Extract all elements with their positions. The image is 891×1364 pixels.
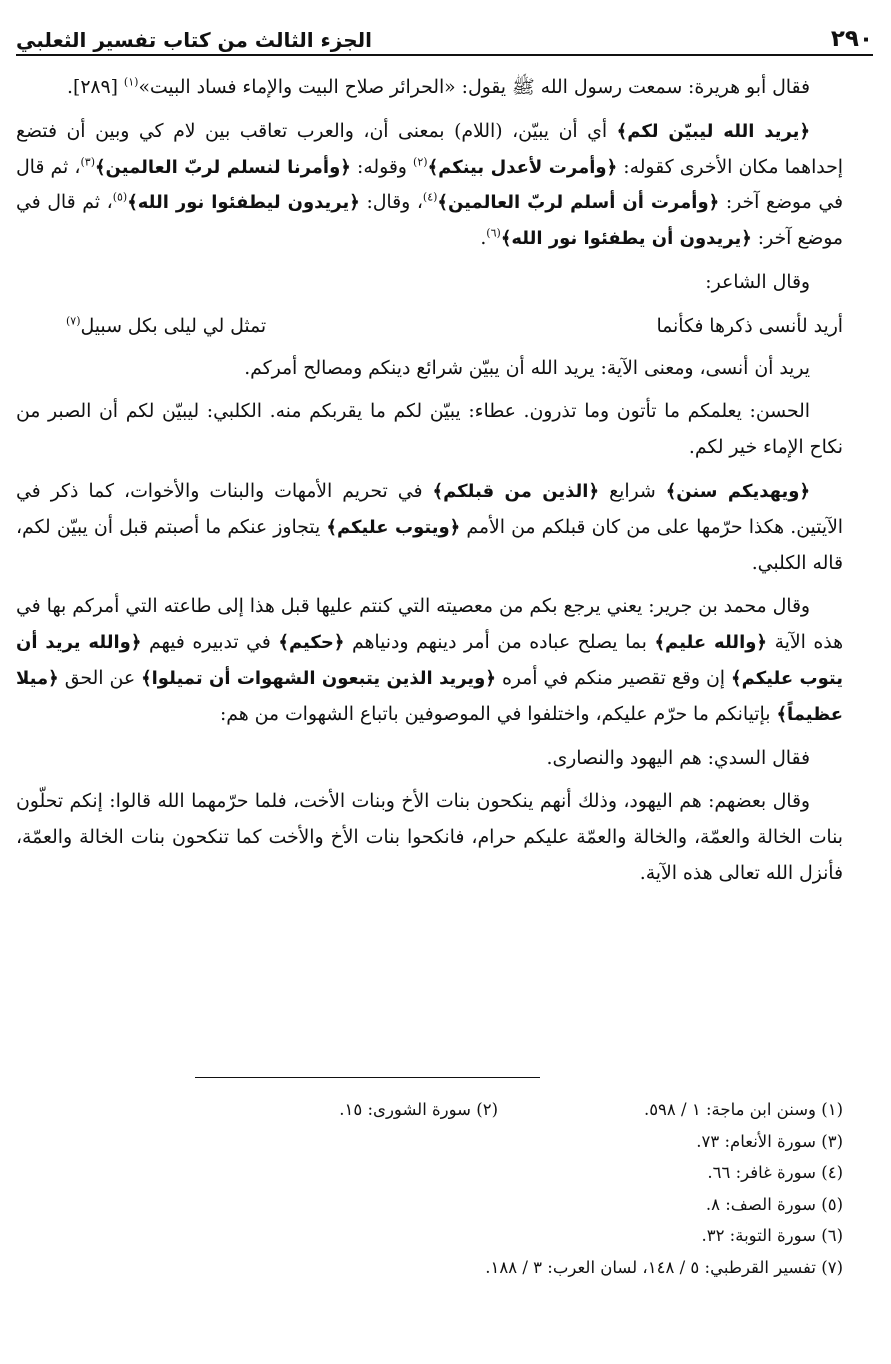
footnote-rule (195, 1077, 540, 1078)
text-span: شرايع (599, 480, 666, 502)
paragraph-5: الحسن: يعلمكم ما تأتون وما تذرون. عطاء: يبيّن لكم ما يقربكم منه. الكلبي: ليبيّن لكم أن الصبر من نكاح الإماء خير لكم. (16, 401, 843, 459)
poem-hemistich-2 (66, 309, 266, 345)
paragraph-3: وقال الشاعر: (705, 271, 810, 293)
quran-quote: ﴿والله يريد أن يتوب عليكم﴾ (16, 632, 843, 689)
paragraph-2 (16, 114, 843, 257)
quran-quote: ﴿يريدون أن يطفئوا نور الله﴾ (500, 228, 752, 250)
footnote-7: (٧) تفسير القرطبي: ٥ / ١٤٨، لسان العرب: ٣ / ١٨٨. (485, 1257, 843, 1277)
text-span: في تدبيره فيهم (141, 632, 279, 654)
main-text (16, 70, 843, 900)
paragraph-1 (16, 70, 843, 106)
text-span: وقال محمد بن جرير: يعني يرجع بكم من معصيته التي كنتم عليها قبل هذا إلى طاعته التي أمركم بها في هذه الآية (16, 596, 844, 654)
quran-quote: ﴿الذين من قبلكم﴾ (432, 480, 600, 502)
text-span: [٢٨٩]. (67, 77, 124, 98)
paragraph-7 (16, 589, 843, 732)
quran-quote: ﴿وأمرنا لنسلم لربّ العالمين﴾ (94, 156, 351, 178)
quran-quote: ﴿ويتوب عليكم﴾ (326, 516, 461, 538)
paragraph-8: فقال السدي: هم اليهود والنصارى. (546, 747, 810, 769)
footnote-2: (٢) سورة الشورى: ١٥. (339, 1100, 498, 1119)
poem-hemistich-1: أريد لأنسى ذكرها فكأنما (656, 315, 843, 337)
text-span: وقوله: (350, 156, 414, 178)
footnote-ref: (٤) (422, 191, 438, 205)
footnote-1: (١) وسنن ابن ماجة: ١ / ٥٩٨. (643, 1100, 843, 1119)
footnote-ref: (٥) (112, 191, 128, 205)
text-span: إن وقع تقصير منكم في أمره (495, 667, 732, 689)
quran-quote: ﴿وأمرت أن أسلم لربّ العالمين﴾ (437, 192, 720, 214)
text-span: ، وقال: (359, 192, 423, 214)
running-header (16, 14, 873, 52)
footnotes (16, 1094, 843, 1283)
quran-quote: ﴿حكيم﴾ (278, 632, 345, 654)
poem-verse (16, 309, 843, 345)
paragraph-4: يريد أن أنسى، ومعنى الآية: يريد الله أن يبيّن شرائع دينكم ومصالح أمركم. (244, 357, 810, 379)
quran-quote: ﴿ميلا عظيماً﴾ (16, 667, 843, 725)
quran-quote: ﴿وأمرت لأعدل بينكم﴾ (427, 156, 618, 178)
text-span: ، ثم قال في موضع آخر: (16, 156, 843, 214)
quran-quote: ﴿ويريد الذين يتبعون الشهوات أن تميلوا﴾ (141, 667, 496, 689)
footnote-ref: (٦) (486, 226, 501, 240)
footnote-6: (٦) سورة التوبة: ٣٢. (701, 1226, 843, 1245)
footnote-row (16, 1094, 843, 1126)
paragraph-6 (16, 474, 843, 581)
text-span: في تحريم الأمهات والبنات والأخوات، كما ذكر في الآيتين. هكذا حرّمها على من كان قبلكم من الأمم (16, 480, 844, 538)
text-span: ، ثم قال في موضع آخر: (16, 192, 843, 250)
quran-quote: ﴿ويهديكم سنن﴾ (665, 480, 810, 502)
text-span: بما يصلح عباده من أمر دينهم ودنياهم (344, 632, 655, 654)
paragraph-9: وقال بعضهم: هم اليهود، وذلك أنهم ينكحون بنات الأخ وبنات الأخت، فلما حرّمهما الله قالوا: إنكم تحلّون بنات الخالة والعمّة، والخالة والعمّة عليكم حرام، فانكحوا بنات الأخ والأخت كما تنكحون بنات الخالة والعمّة، فأنزل الله تعالى هذه الآية. (16, 791, 843, 884)
running-title: الجزء الثالث من كتاب تفسير الثعلبي (16, 28, 373, 52)
footnote-ref: (٢) (413, 155, 428, 169)
footnote-5: (٥) سورة الصف: ٨. (705, 1194, 843, 1214)
quran-quote: ﴿يريد الله ليبيّن لكم﴾ (616, 120, 810, 142)
footnote-ref: (٧) (66, 314, 81, 328)
text-span: فقال أبو هريرة: سمعت رسول الله ﷺ يقول: «الحرائر صلاح البيت والإماء فساد البيت» (138, 77, 810, 98)
footnote-ref: (٣) (80, 155, 95, 169)
quran-quote: ﴿يريدون ليطفئوا نور الله﴾ (127, 192, 360, 214)
footnote-4: (٤) سورة غافر: ٦٦. (707, 1163, 843, 1182)
header-rule (16, 54, 873, 56)
text-span: . (480, 228, 487, 250)
text-span: تمثل لي ليلى بكل سبيل (80, 315, 267, 337)
quran-quote: ﴿والله عليم﴾ (654, 632, 767, 654)
page-number: ٢٩٠ (830, 26, 873, 52)
footnote-ref: (١) (123, 75, 139, 89)
text-span: عن الحق (58, 667, 142, 689)
footnote-3: (٣) سورة الأنعام: ٧٣. (696, 1131, 843, 1151)
text-span: بإتيانكم ما حرّم عليكم، واختلفوا في الموصوفين باتباع الشهوات من هم: (219, 703, 777, 725)
text-span: أي أن يبيّن، (اللام) بمعنى أن، والعرب تعاقب بين لام كي وبين أن فتضع إحداهما مكان الأخرى كقوله: (16, 120, 843, 178)
text-span: يتجاوز عنكم ما أصبتم قبل أن يبيّن لكم، قاله الكلبي. (16, 516, 843, 574)
